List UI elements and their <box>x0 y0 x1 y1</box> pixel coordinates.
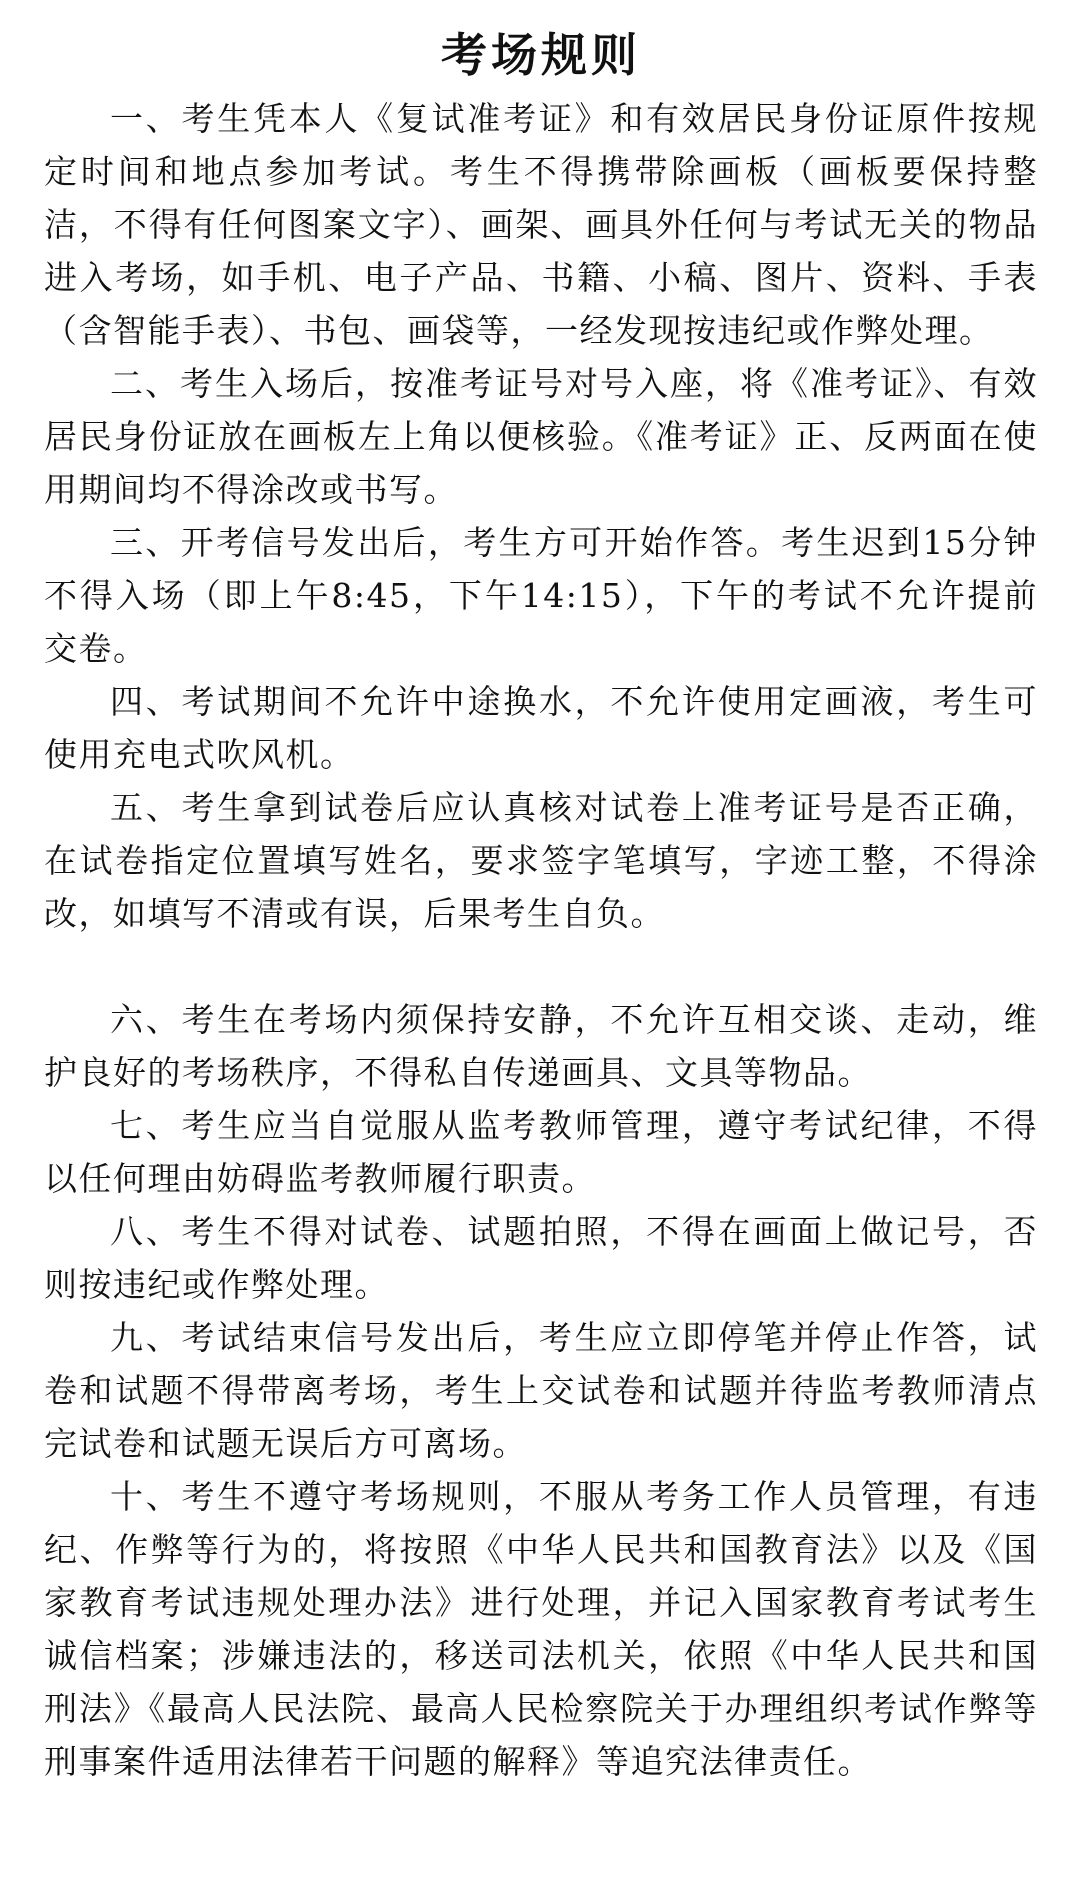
rule-5: 五、考生拿到试卷后应认真核对试卷上准考证号是否正确，在试卷指定位置填写姓名，要求签字笔填写，字迹工整，不得涂改，如填写不清或有误，后果考生自负。 <box>44 788 1038 933</box>
page-title: 考场规则 <box>441 28 641 82</box>
rule-3: 三、开考信号发出后，考生方可开始作答。考生迟到15分钟不得入场（即上午8:45，下午14:15），下午的考试不允许提前交卷。 <box>44 523 1038 668</box>
exam-rules-document <box>44 24 1038 1788</box>
rule-2: 二、考生入场后，按准考证号对号入座，将《准考证》、有效居民身份证放在画板左上角以便核验。《准考证》正、反两面在使用期间均不得涂改或书写。 <box>44 364 1038 509</box>
rule-1: 一、考生凭本人《复试准考证》和有效居民身份证原件按规定时间和地点参加考试。考生不得携带除画板（画板要保持整洁，不得有任何图案文字）、画架、画具外任何与考试无关的物品进入考场，如手机、电子产品、书籍、小稿、图片、资料、手表（含智能手表）、书包、画袋等，一经发现按违纪或作弊处理。 <box>44 99 1038 350</box>
rule-4: 四、考试期间不允许中途换水，不允许使用定画液，考生可使用充电式吹风机。 <box>44 682 1038 774</box>
rule-6: 六、考生在考场内须保持安静，不允许互相交谈、走动，维护良好的考场秩序，不得私自传递画具、文具等物品。 <box>44 1000 1038 1092</box>
rule-10: 十、考生不遵守考场规则，不服从考务工作人员管理，有违纪、作弊等行为的，将按照《中华人民共和国教育法》以及《国家教育考试违规处理办法》进行处理，并记入国家教育考试考生诚信档案；涉嫌违法的，移送司法机关，依照《中华人民共和国刑法》《最高人民法院、最高人民检察院关于办理组织考试作弊等刑事案件适用法律若干问题的解释》等追究法律责任。 <box>44 1477 1038 1781</box>
rule-8: 八、考生不得对试卷、试题拍照，不得在画面上做记号，否则按违纪或作弊处理。 <box>44 1212 1038 1304</box>
rule-7: 七、考生应当自觉服从监考教师管理，遵守考试纪律，不得以任何理由妨碍监考教师履行职责。 <box>44 1106 1038 1198</box>
rule-9: 九、考试结束信号发出后，考生应立即停笔并停止作答，试卷和试题不得带离考场，考生上交试卷和试题并待监考教师清点完试卷和试题无误后方可离场。 <box>44 1318 1038 1463</box>
